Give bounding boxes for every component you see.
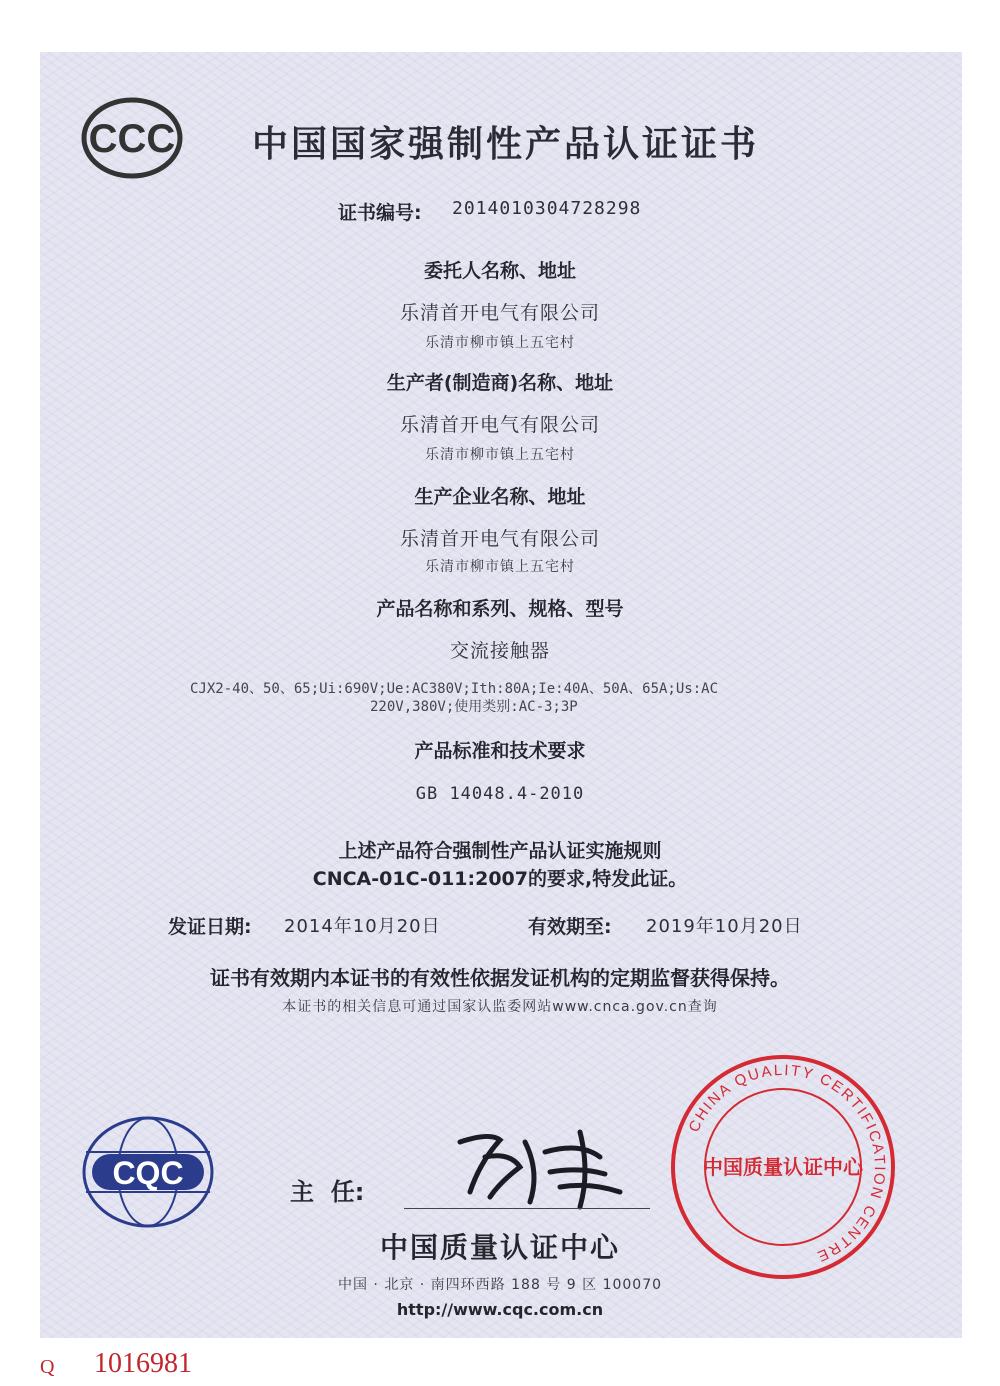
cqc-logo [78,1112,218,1232]
manufacturer-name: 乐清首开电气有限公司 [399,414,600,436]
manufacturer-address: 乐清市柳市镇上五宅村 [425,447,575,463]
seal-outer-text: CHINA QUALITY CERTIFICATION CENTRE [685,1061,889,1266]
client-label: 委托人名称、地址 [423,260,576,282]
product-spec-line2: 220V,380V;使用类别:AC-3;3P [370,699,578,715]
product-label: 产品名称和系列、规格、型号 [376,598,624,620]
factory-address: 乐清市柳市镇上五宅村 [425,559,575,575]
certificate-number-label: 证书编号: [338,202,422,224]
expiry-date-label: 有效期至: [528,916,612,938]
issuer-name: 中国质量认证中心 [379,1231,620,1264]
seal-inner-text: 中国质量认证中心 [703,1155,863,1179]
manufacturer-label: 生产者(制造商)名称、地址 [386,372,614,394]
ccc-logo [80,96,184,180]
serial-number: 1016981 [94,1348,192,1379]
serial-prefix: Q [40,1356,55,1378]
factory-label: 生产企业名称、地址 [414,486,586,508]
standard-label: 产品标准和技术要求 [414,740,586,762]
cqc-logo-text: CQC [112,1155,184,1191]
certificate-number: 2014010304728298 [452,198,642,219]
issuer-url: http://www.cqc.com.cn [396,1300,604,1319]
validity-note: 证书有效期内本证书的有效性依据发证机构的定期监督获得保持。 [210,966,790,990]
official-seal [668,1052,898,1282]
product-name: 交流接触器 [449,640,550,662]
certificate-title: 中国国家强制性产品认证证书 [252,124,760,165]
factory-name: 乐清首开电气有限公司 [399,528,600,550]
client-address: 乐清市柳市镇上五宅村 [425,335,575,351]
signature-line [404,1208,650,1209]
query-note: 本证书的相关信息可通过国家认监委网站www.cnca.gov.cn查询 [282,999,718,1015]
product-spec-line1: CJX2-40、50、65;Ui:690V;Ue:AC380V;Ith:80A;Ie:40A、50A、65A;Us:AC [190,681,719,697]
statement-line2: CNCA-01C-011:2007的要求,特发此证。 [312,868,688,890]
expiry-date-value: 2019年10月20日 [646,916,803,937]
issuer-address: 中国 · 北京 · 南四环西路 188 号 9 区 100070 [337,1277,663,1293]
issue-date-value: 2014年10月20日 [284,916,441,937]
client-name: 乐清首开电气有限公司 [399,302,600,324]
signature-label: 主 任: [290,1178,365,1206]
ccc-logo-text: CCC [88,117,176,161]
statement-line1: 上述产品符合强制性产品认证实施规则 [338,840,662,862]
director-signature [430,1112,640,1212]
standard-value: GB 14048.4-2010 [415,784,585,804]
issue-date-label: 发证日期: [168,916,252,938]
